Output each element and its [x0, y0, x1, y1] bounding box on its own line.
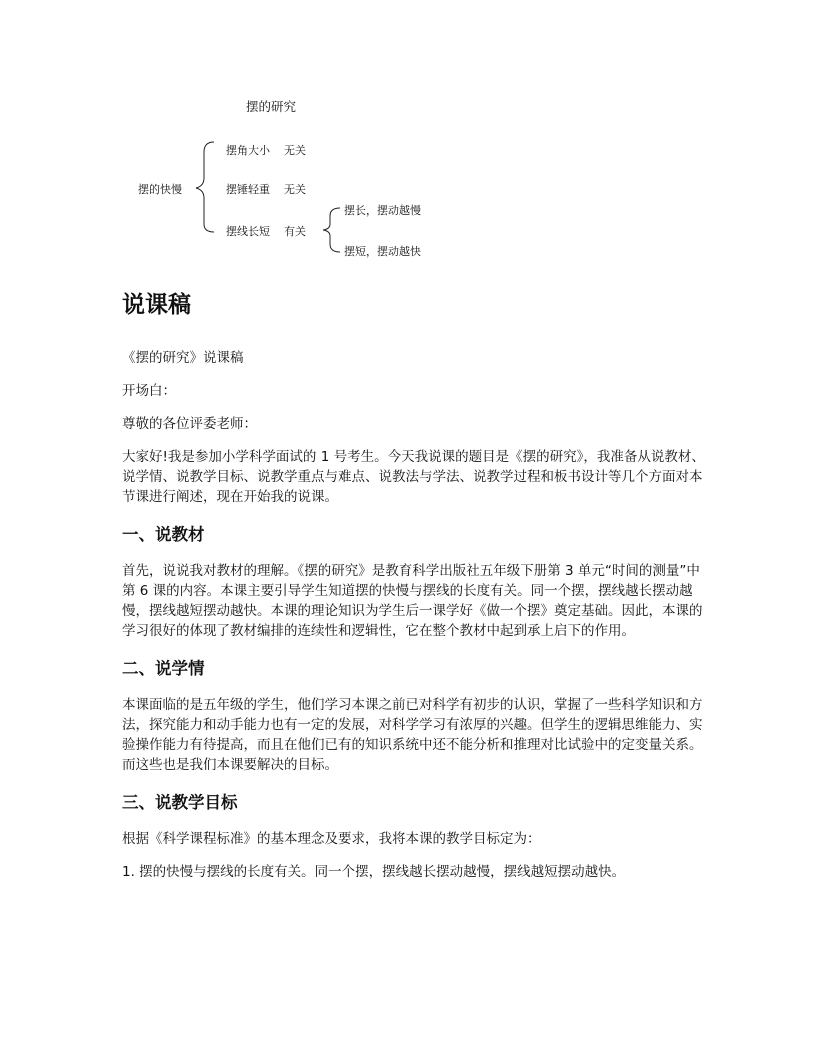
branch-relation-length: 有关 [284, 225, 306, 238]
sub-brace [323, 208, 340, 252]
page-title: 说课稿 [122, 292, 191, 318]
section-body-textbook: 首先，说说我对教材的理解。《摆的研究》是教育科学出版社五年级下册第 3 单元“时间的测量”中第 6 课的内容。本课主要引导学生知道摆的快慢与摆线的长度有关。同一个摆，摆线越长摆动越慢，摆线越短摆动越快。本课的理论知识为学生后一课学好《做一个摆》奠定基础。因此，本课的学习很好的体现了教材编排的连续性和逻辑性，它在整个教材中起到承上启下的作用。 [122, 563, 703, 639]
branch-relation-weight: 无关 [284, 183, 306, 196]
section-heading-students: 二、说学情 [122, 659, 205, 678]
branch-relation-angle: 无关 [284, 144, 306, 157]
doc-subtitle: 《摆的研究》说课稿 [122, 350, 244, 366]
branch-label-weight: 摆锤轻重 [226, 183, 270, 196]
intro-paragraph: 大家好!我是参加小学科学面试的 1 号考生。今天我说课的题目是《摆的研究》，我准备从说教材、说学情、说教学目标、说教学重点与难点、说教法与学法、说教学过程和板书设计等几个方面对本节课进行阐述，现在开始我的说课。 [122, 449, 705, 505]
outcome-long: 摆长，摆动越慢 [344, 204, 421, 217]
document-body [122, 288, 712, 895]
outcome-short: 摆短，摆动越快 [344, 245, 421, 258]
section-heading-objectives: 三、说教学目标 [122, 793, 238, 812]
main-brace [196, 142, 214, 232]
section-body-students: 本课面临的是五年级的学生，他们学习本课之前已对科学有初步的认识，掌握了一些科学知识和方法，探究能力和动手能力也有一定的发展，对科学学习有浓厚的兴趣。但学生的逻辑思维能力、实验操作能力有待提高，而且在他们已有的知识系统中还不能分析和推理对比试验中的定变量关系。而这些也是我们本课要解决的目标。 [122, 697, 703, 773]
opening-label: 开场白： [122, 383, 176, 399]
diagram-brackets [0, 0, 816, 270]
diagram-title: 摆的研究 [246, 99, 297, 114]
diagram-root: 摆的快慢 [138, 183, 182, 196]
section-body-objectives: 根据《科学课程标准》的基本理念及要求，我将本课的教学目标定为： [122, 831, 541, 847]
branch-label-angle: 摆角大小 [226, 144, 270, 157]
objective-item-1: 1. 摆的快慢与摆线的长度有关。同一个摆，摆线越长摆动越慢，摆线越短摆动越快。 [122, 864, 626, 880]
branch-label-length: 摆线长短 [226, 225, 270, 238]
section-heading-textbook: 一、说教材 [122, 525, 205, 544]
greeting: 尊敬的各位评委老师： [122, 416, 257, 432]
concept-diagram [0, 0, 816, 270]
